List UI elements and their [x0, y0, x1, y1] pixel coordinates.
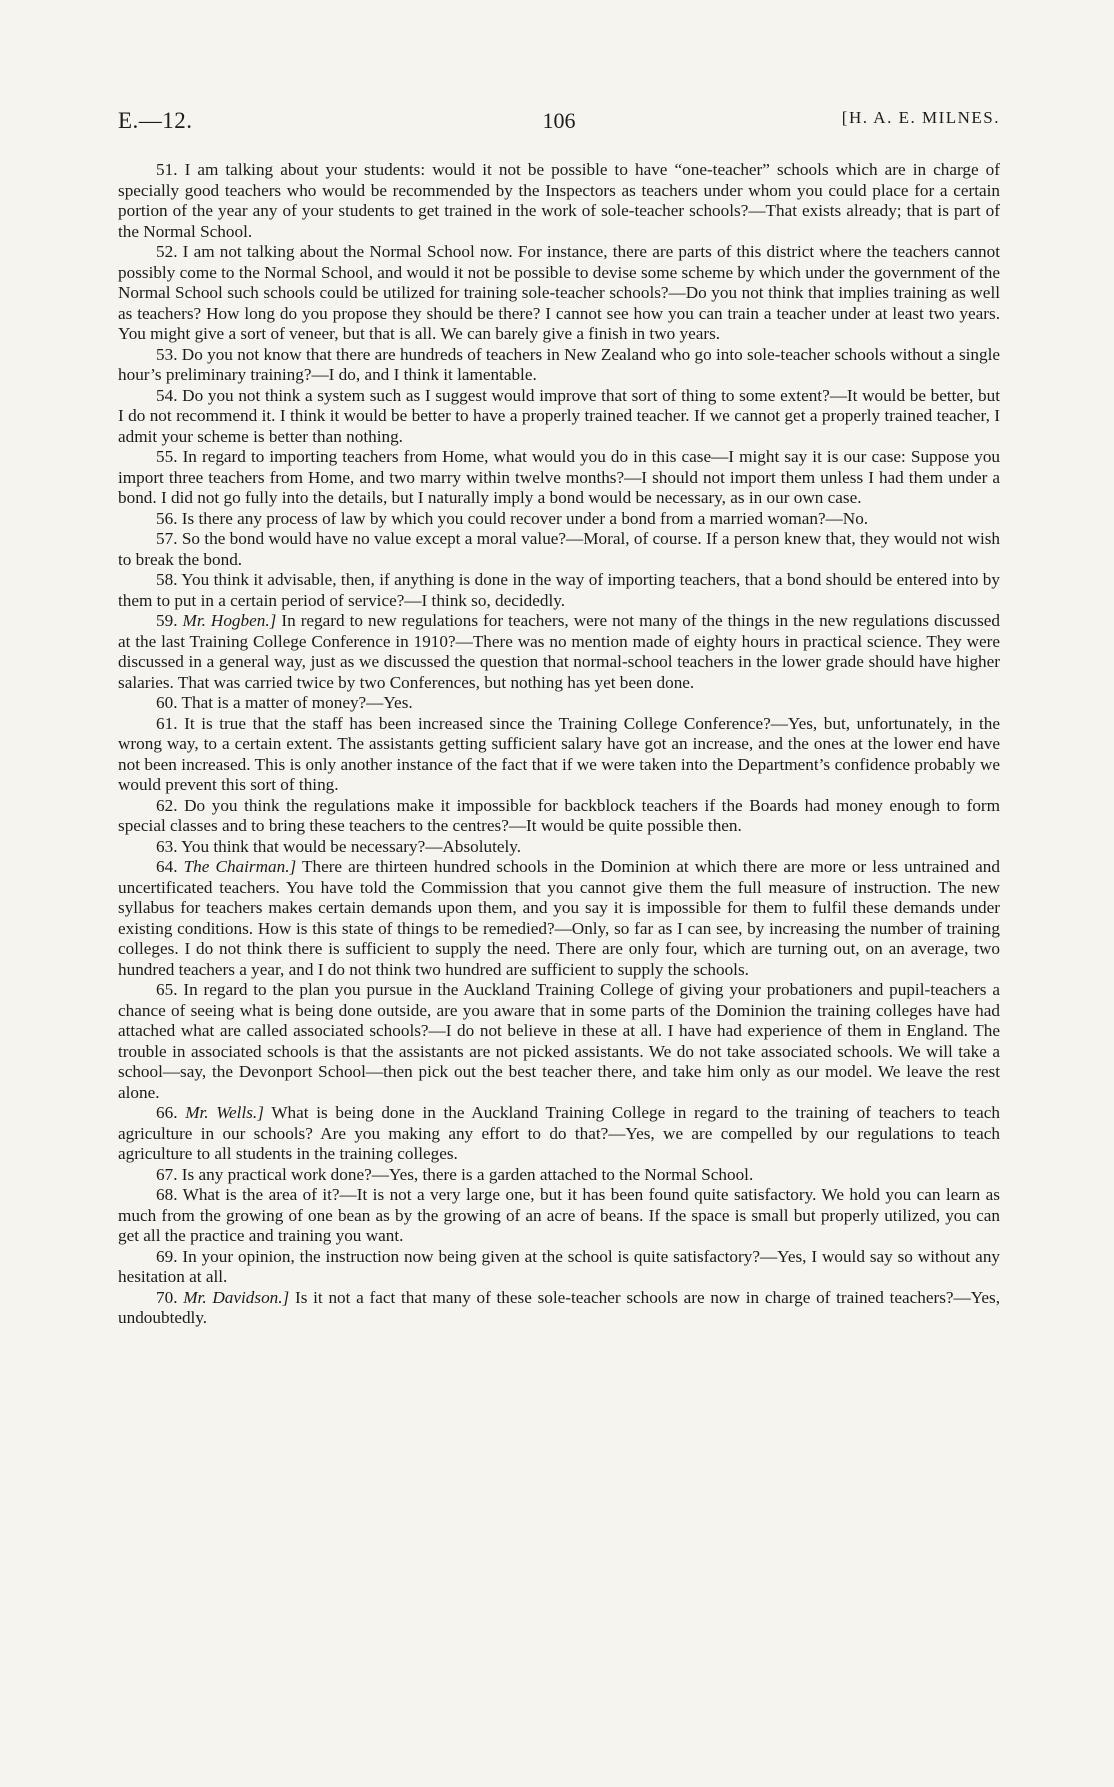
question-paragraph: 64. The Chairman.] There are thirteen hundred schools in the Dominion at which there are more or less untrained and uncertificated teachers. You have told the Commission that you cannot give them the full measure of instruction. The new syllabus for teachers makes certain demands upon them, and you say it is impossible for them to fulfil these demands under existing conditions. How is this state of things to be remedied?—Only, so far as I can see, by increasing the number of training colleges. I do not think there is sufficient to supply the need. There are only four, which are turning out, on an average, two hundred teachers a year, and I do not think two hundred are sufficient to supply the schools. — [118, 857, 1000, 979]
document-reference: E.—12. — [118, 108, 193, 133]
question-paragraph: 59. Mr. Hogben.] In regard to new regulations for teachers, were not many of the things in the new regulations discussed at the last Training College Conference in 1910?—There was no mention made of eighty hours in practical science. They were discussed in a general way, just as we discussed the question that normal-school teachers in the lower grade should have higher salaries. That was carried twice by two Conferences, but nothing has yet been done. — [118, 611, 1001, 692]
question-paragraph: 69. In your opinion, the instruction now being given at the school is quite satisfactory?—Yes, I would say so without any hesitation at all. — [118, 1246, 1001, 1286]
question-paragraph: 61. It is true that the staff has been increased since the Training College Conference?—Yes, but, unfortunately, in the wrong way, to a certain extent. The assistants getting sufficient salary have got an increase, and the ones at the lower end have not been increased. This is only another instance of the fact that if we were taken into the Department’s confidence probably we would prevent this sort of thing. — [118, 713, 1000, 794]
page-header — [118, 108, 1000, 138]
speaker-label: Mr. Wells.] — [185, 1103, 264, 1122]
question-paragraph: 63. You think that would be necessary?—Absolutely. — [156, 836, 522, 856]
question-paragraph: 68. What is the area of it?—It is not a very large one, but it has been found quite satisfactory. We hold you can learn as much from the growing of one bean as by the growing of an acre of beans. If the space is small but properly utilized, you can get all the practice and training you want. — [118, 1185, 1000, 1245]
question-paragraph: 65. In regard to the plan you pursue in the Auckland Training College of giving your probationers and pupil-teachers a chance of seeing what is being done outside, are you aware that in some parts of the Dominion the training colleges have had attached what are called associated schools?—I do not believe in these at all. I have had experience of them in England. The trouble in associated schools is that the assistants are not picked assistants. We do not take associated schools. We will take a school—say, the Devonport School—then pick out the best teacher there, and take him only as our model. We leave the rest alone. — [118, 980, 1000, 1102]
page-number: 106 — [542, 108, 576, 133]
speaker-label: The Chairman.] — [183, 857, 297, 876]
question-paragraph: 70. Mr. Davidson.] Is it not a fact that many of these sole-teacher schools are now in charge of trained teachers?—Yes, undoubtedly. — [118, 1287, 1001, 1327]
question-paragraph: 53. Do you not know that there are hundreds of teachers in New Zealand who go into sole-teacher schools without a single hour’s preliminary training?—I do, and I think it lamentable. — [118, 344, 1001, 384]
question-paragraph: 66. Mr. Wells.] What is being done in the Auckland Training College in regard to the training of teachers to teach agriculture in our schools? Are you making any effort to do that?—Yes, we are compelled by our regulations to teach agriculture to all students in the training colleges. — [118, 1103, 1000, 1163]
speaker-label: Mr. Hogben.] — [182, 611, 277, 630]
speaker-label: Mr. Davidson.] — [183, 1287, 290, 1307]
question-paragraph: 52. I am not talking about the Normal School now. For instance, there are parts of this district where the teachers cannot possibly come to the Normal School, and would it not be possible to devise some scheme by which under the government of the Normal School such schools could be utilized for training sole-teacher schools?—Do you not think that implies training as well as teachers? How long do you propose they should be there? I cannot see how you can train a teacher under at least two years. You might give a sort of veneer, but that is all. We can barely give a finish in two years. — [118, 242, 1001, 343]
question-paragraph: 56. Is there any process of law by which you could recover under a bond from a married woman?—No. — [156, 508, 869, 528]
question-paragraph: 55. In regard to importing teachers from Home, what would you do in this case—I might say it is our case: Suppose you import three teachers from Home, and two marry within twelve months?—I should not import them unless I had them under a bond. I did not go fully into the details, but I naturally imply a bond would be necessary, as in our own case. — [118, 447, 1001, 507]
question-paragraph: 67. Is any practical work done?—Yes, there is a garden attached to the Normal School. — [156, 1164, 754, 1184]
question-paragraph: 60. That is a matter of money?—Yes. — [156, 693, 413, 712]
transcript-body — [118, 160, 1000, 1329]
question-paragraph: 57. So the bond would have no value except a moral value?—Moral, of course. If a person knew that, they would not wish to break the bond. — [118, 529, 1001, 569]
question-paragraph: 62. Do you think the regulations make it impossible for backblock teachers if the Boards had money enough to form special classes and to bring these teachers to the centres?—It would be quite possible then. — [118, 795, 1001, 835]
question-paragraph: 51. I am talking about your students: would it not be possible to have “one-teacher” schools which are in charge of specially good teachers who would be recommended by the Inspectors as teachers under whom you could place for a certain portion of the year any of your students to get trained in the work of sole-teacher schools?—That exists already; that is part of the Normal School. — [118, 160, 1001, 241]
witness-name: [H. A. E. MILNES. — [841, 108, 1000, 127]
question-paragraph: 54. Do you not think a system such as I suggest would improve that sort of thing to some extent?—It would be better, but I do not recommend it. I think it would be better to have a properly trained teacher. If we cannot get a properly trained teacher, I admit your scheme is better than nothing. — [118, 385, 1001, 446]
question-paragraph: 58. You think it advisable, then, if anything is done in the way of importing teachers, that a bond should be entered into by them to put in a certain period of service?—I think so, decidedly. — [118, 570, 1000, 610]
